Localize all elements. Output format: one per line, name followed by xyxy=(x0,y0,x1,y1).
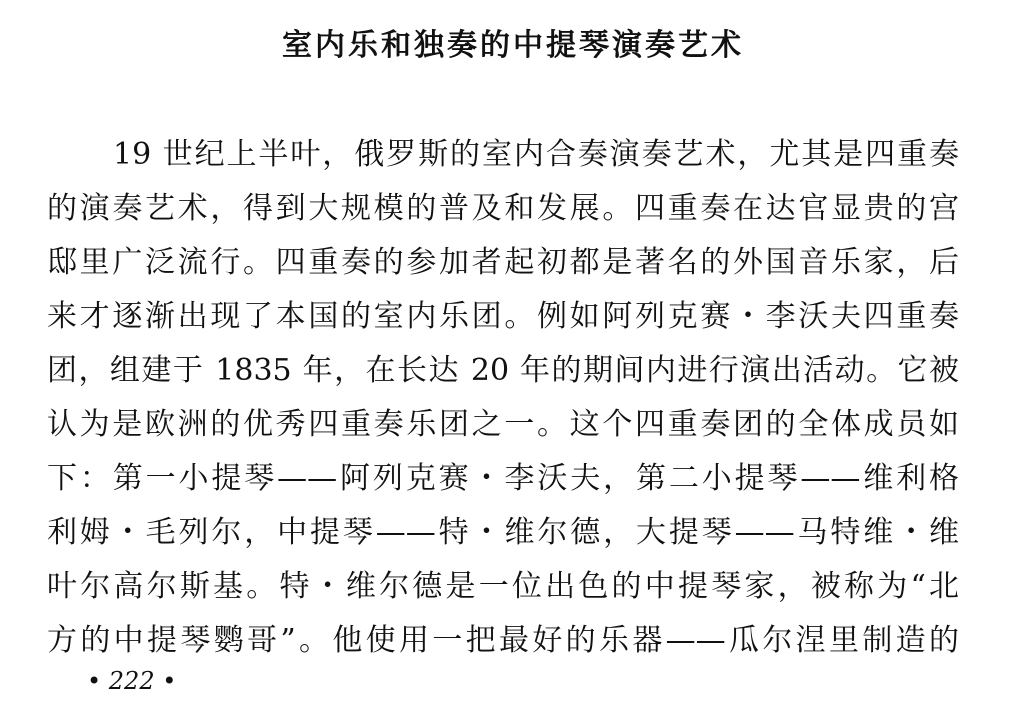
text-line: 下：第一小提琴——阿列克赛・李沃夫，第二小提琴——维利格 xyxy=(47,461,959,496)
text-line: 19 世纪上半叶，俄罗斯的室内合奏演奏艺术，尤其是四重奏 xyxy=(113,137,959,172)
text-line: 利姆・毛列尔，中提琴——特・维尔德，大提琴——马特维・维 xyxy=(47,515,959,550)
body-paragraph xyxy=(47,128,959,668)
text-line: 团，组建于 1835 年，在长达 20 年的期间内进行演出活动。它被 xyxy=(47,353,959,388)
text-line: 叶尔高尔斯基。特・维尔德是一位出色的中提琴家，被称为“北 xyxy=(47,569,959,604)
page-number: • 222 • xyxy=(87,667,177,695)
text-line: 邸里广泛流行。四重奏的参加者起初都是著名的外国音乐家，后 xyxy=(47,245,959,280)
chapter-title: 室内乐和独奏的中提琴演奏艺术 xyxy=(282,28,744,63)
text-line: 的演奏艺术，得到大规模的普及和发展。四重奏在达官显贵的宫 xyxy=(47,191,959,226)
text-line: 认为是欧洲的优秀四重奏乐团之一。这个四重奏团的全体成员如 xyxy=(47,407,959,442)
text-line: 方的中提琴鹦哥”。他使用一把最好的乐器——瓜尔涅里制造的 xyxy=(47,623,959,658)
text-line: 来才逐渐出现了本国的室内乐团。例如阿列克赛・李沃夫四重奏 xyxy=(47,299,959,334)
